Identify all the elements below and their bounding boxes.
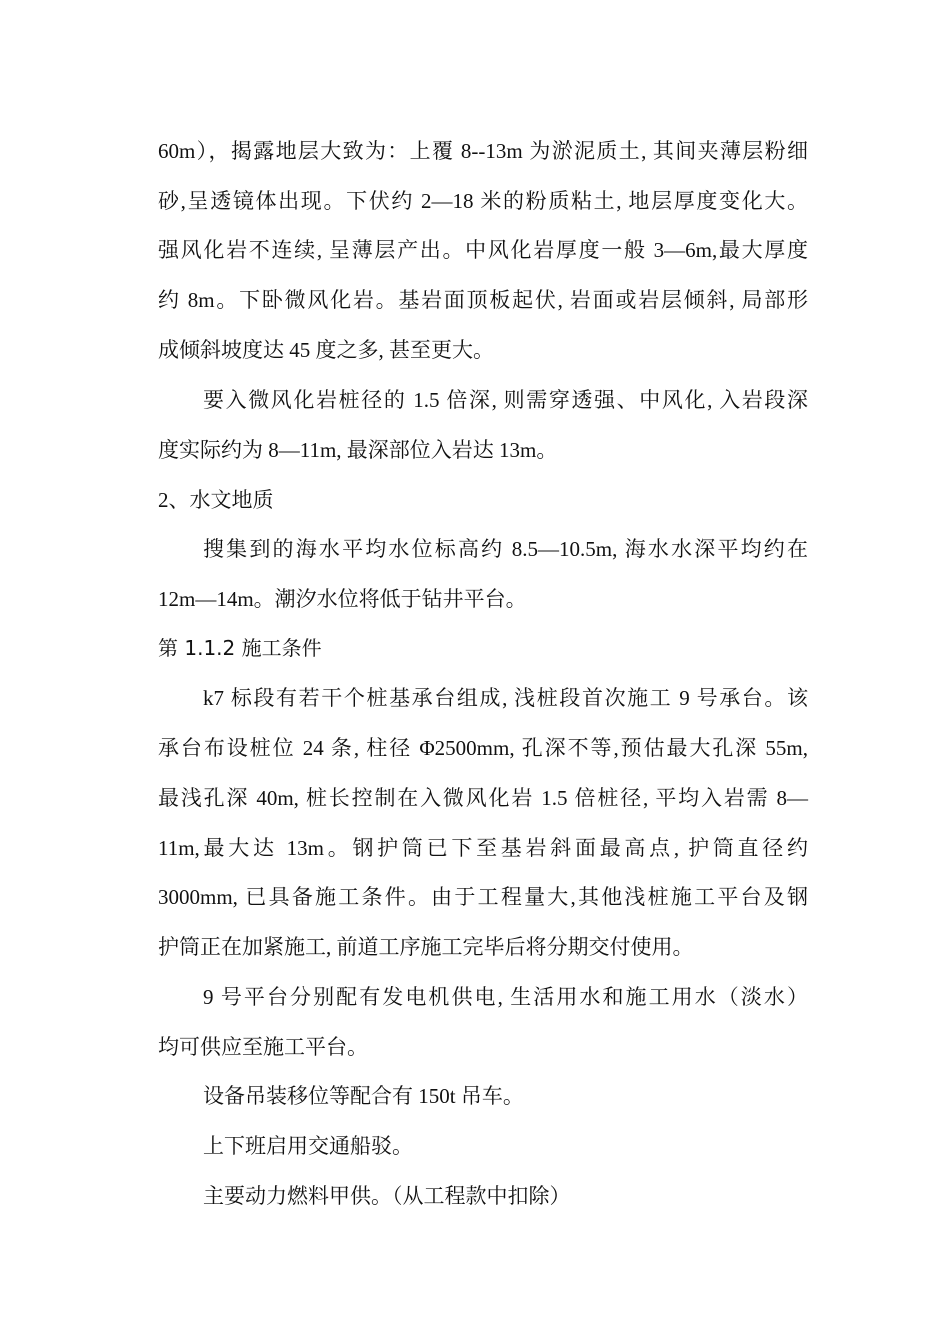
text-line: 护筒正在加紧施工, 前道工序施工完毕后将分期交付使用。: [158, 935, 694, 959]
chapter-heading: 第 1.1.2 施工条件: [158, 636, 322, 660]
text-line: 11m,最大达 13m。钢护筒已下至基岩斜面最高点, 护筒直径约: [158, 836, 808, 860]
text-line: 9 号平台分别配有发电机供电, 生活用水和施工用水（淡水）: [203, 985, 808, 1009]
text-line: 强风化岩不连续, 呈薄层产出。中风化岩厚度一般 3—6m,最大厚度: [158, 238, 808, 262]
text-line: 度实际约为 8—11m, 最深部位入岩达 13m。: [158, 438, 558, 462]
text-line: 均可供应至施工平台。: [158, 1035, 368, 1059]
text-line: 60m），揭露地层大致为：上覆 8--13m 为淤泥质土, 其间夹薄层粉细: [158, 139, 808, 163]
text-line: 最浅孔深 40m, 桩长控制在入微风化岩 1.5 倍桩径, 平均入岩需 8—: [158, 786, 808, 810]
text-line: 砂,呈透镜体出现。下伏约 2—18 米的粉质粘土, 地层厚度变化大。: [158, 189, 808, 213]
text-line: 成倾斜坡度达 45 度之多, 甚至更大。: [158, 338, 494, 362]
text-line: 约 8m。下卧微风化岩。基岩面顶板起伏, 岩面或岩层倾斜, 局部形: [158, 288, 808, 312]
text-line: 3000mm, 已具备施工条件。由于工程量大,其他浅桩施工平台及钢: [158, 885, 808, 909]
text-line: 设备吊装移位等配合有 150t 吊车。: [203, 1084, 524, 1108]
text-line: 上下班启用交通船驳。: [203, 1134, 413, 1158]
text-line: 12m—14m。潮汐水位将低于钻井平台。: [158, 587, 527, 611]
section-heading: 2、水文地质: [158, 488, 274, 512]
text-line: 主要动力燃料甲供。（从工程款中扣除）: [203, 1184, 571, 1208]
text-line: 搜集到的海水平均水位标高约 8.5—10.5m, 海水水深平均约在: [203, 537, 808, 561]
text-line: 承台布设桩位 24 条, 柱径 Φ2500mm, 孔深不等,预估最大孔深 55m,: [158, 736, 808, 760]
text-line: 要入微风化岩桩径的 1.5 倍深, 则需穿透强、中风化, 入岩段深: [203, 388, 808, 412]
text-line: k7 标段有若干个桩基承台组成, 浅桩段首次施工 9 号承台。该: [203, 686, 808, 710]
